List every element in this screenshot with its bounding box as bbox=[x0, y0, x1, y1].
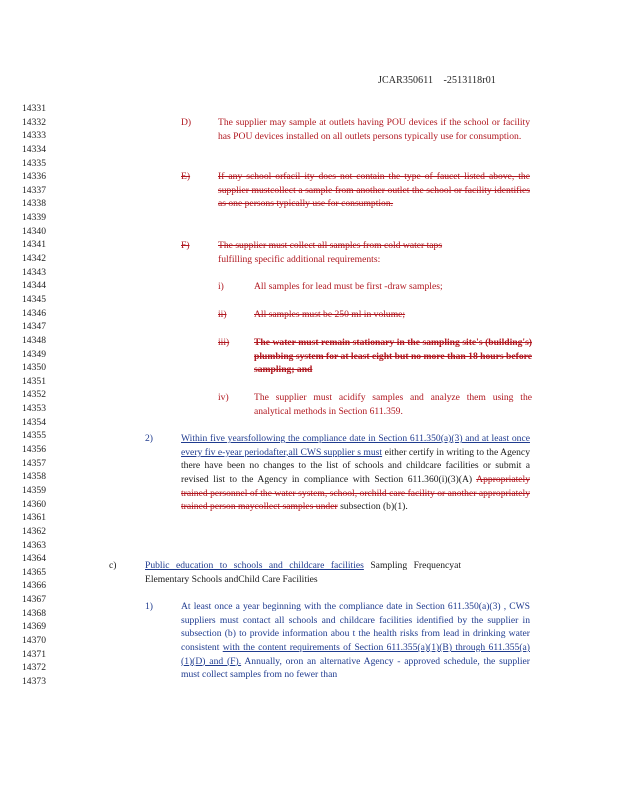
section-c-heading bbox=[145, 559, 461, 586]
line-number: 14372 bbox=[22, 662, 46, 674]
line-number: 14347 bbox=[22, 321, 46, 333]
line-number: 14332 bbox=[22, 116, 46, 128]
sub-i-text: All samples for lead must be first -draw samples; bbox=[254, 281, 443, 292]
line-number: 14346 bbox=[22, 307, 46, 319]
line-number: 14338 bbox=[22, 198, 46, 210]
document-id: JCAR350611 bbox=[378, 75, 434, 86]
line-number: 14331 bbox=[22, 103, 46, 114]
line-number: 14345 bbox=[22, 293, 46, 305]
line-number: 14348 bbox=[22, 334, 46, 346]
line-number: 14339 bbox=[22, 212, 46, 224]
sub-ii-deleted-text: All samples must be 250 ml in volume; bbox=[254, 309, 406, 320]
line-number: 14353 bbox=[22, 403, 46, 415]
line-number: 14333 bbox=[22, 130, 46, 142]
line-number: 14334 bbox=[22, 143, 46, 155]
line-number: 14343 bbox=[22, 266, 46, 278]
item-2-label: 2) bbox=[145, 433, 153, 444]
section-c-label: c) bbox=[109, 560, 117, 571]
sub-iv-label: iv) bbox=[218, 392, 229, 403]
section-c-inserted-heading: Public education to schools and childcare facilities bbox=[145, 560, 364, 571]
line-number: 14337 bbox=[22, 184, 46, 196]
line-number: 14342 bbox=[22, 253, 46, 265]
line-number: 14369 bbox=[22, 621, 46, 633]
line-number: 14367 bbox=[22, 594, 46, 606]
line-number: 14366 bbox=[22, 580, 46, 592]
sub-ii-label: ii) bbox=[218, 309, 227, 320]
line-number: 14362 bbox=[22, 525, 46, 537]
line-number: 14355 bbox=[22, 430, 46, 442]
line-number: 14351 bbox=[22, 375, 46, 387]
line-number: 14336 bbox=[22, 171, 46, 183]
item-1-text-part2: Annually, oron an alternative Agency - approved schedule, the supplier must collect samples from no fewer than bbox=[181, 655, 530, 681]
line-number: 14368 bbox=[22, 607, 46, 619]
item-e-deleted-text: If any school orfacil ity does not contain the type of faucet listed above, the supplier mustcollect a sample from another outlet the school or facility identifies as one persons typically use for consumption. bbox=[218, 171, 530, 210]
item-1-label: 1) bbox=[145, 601, 153, 612]
line-number-column bbox=[22, 102, 62, 689]
line-number: 14364 bbox=[22, 553, 46, 565]
item-f-label: F) bbox=[181, 240, 190, 251]
sub-iii-label: iii) bbox=[218, 337, 230, 348]
item-2-deleted-text: Appropriately trained personnel of the water system, school, orchild care facility or another appropriately trained person maycollect samples under bbox=[181, 473, 530, 513]
line-number: 14354 bbox=[22, 416, 46, 428]
line-number: 14357 bbox=[22, 457, 46, 469]
sub-i-label: i) bbox=[218, 281, 224, 292]
item-d-label: D) bbox=[181, 117, 192, 128]
item-1-text-part1: At least once a year beginning with the compliance date in Section 611.350(a)(3) , CWS suppliers must contact all schools and childcare facilities identified by the supplier in subsection (b) to provide information abou t the health risks from lead in drinking water consistent bbox=[181, 601, 530, 653]
line-number: 14361 bbox=[22, 512, 46, 524]
line-number: 14373 bbox=[22, 675, 46, 687]
item-e-label: E) bbox=[181, 171, 191, 182]
line-number: 14365 bbox=[22, 566, 46, 578]
item-2-inserted-text: Within five yearsfollowing the compliance date in Section 611.350(a)(3) and at least once every fiv e-year periodafter,all CWS supplier s must bbox=[181, 433, 530, 458]
item-2-text-part1: either certify in writing to the Agency there have been no changes to the list of schools and childcare facilities or submit a revised list to the Agency in compliance with Section 611.360(i)(3)(A) bbox=[181, 446, 530, 485]
item-d-text: The supplier may sample at outlets having POU devices if the school or facility has POU devices installed on all outlets persons typically use for consumption. bbox=[218, 117, 530, 142]
item-2-text bbox=[181, 432, 530, 514]
item-2-text-part2: subsection (b)(1). bbox=[340, 501, 408, 513]
line-number: 14358 bbox=[22, 471, 46, 483]
line-number: 14352 bbox=[22, 389, 46, 401]
item-1-inserted-text: with the content requirements of Section 611.355(a)(1)(B) through 611.355(a)(1)(D) and (F). bbox=[181, 641, 530, 667]
line-number: 14341 bbox=[22, 239, 46, 251]
line-number: 14340 bbox=[22, 225, 46, 237]
item-f-text bbox=[218, 239, 530, 266]
item-f-remaining-text: fulfilling specific additional requirements: bbox=[218, 253, 381, 265]
line-number: 14349 bbox=[22, 348, 46, 360]
item-1-text bbox=[181, 600, 530, 682]
line-number: 14360 bbox=[22, 498, 46, 510]
revision-number: -2513118r01 bbox=[443, 75, 496, 86]
item-f-deleted-text: The supplier must collect all samples from cold water taps bbox=[218, 240, 443, 251]
line-number: 14356 bbox=[22, 444, 46, 456]
line-number: 14344 bbox=[22, 280, 46, 292]
sub-iv-text: The supplier must acidify samples and analyze them using the analytical methods in Section 611.359. bbox=[254, 392, 532, 417]
line-number: 14359 bbox=[22, 484, 46, 496]
sub-iii-deleted-text: The water must remain stationary in the sampling site's (building's) plumbing system for at least eight but no more than 18 hours before sampling; and bbox=[254, 337, 532, 376]
line-number: 14350 bbox=[22, 362, 46, 374]
line-number: 14370 bbox=[22, 634, 46, 646]
section-c-heading-text: Sampling Frequencyat Elementary Schools andChild Care Facilities bbox=[145, 560, 462, 585]
line-number: 14335 bbox=[22, 157, 46, 169]
line-number: 14371 bbox=[22, 648, 46, 660]
page-header bbox=[378, 75, 496, 86]
line-number: 14363 bbox=[22, 539, 46, 551]
